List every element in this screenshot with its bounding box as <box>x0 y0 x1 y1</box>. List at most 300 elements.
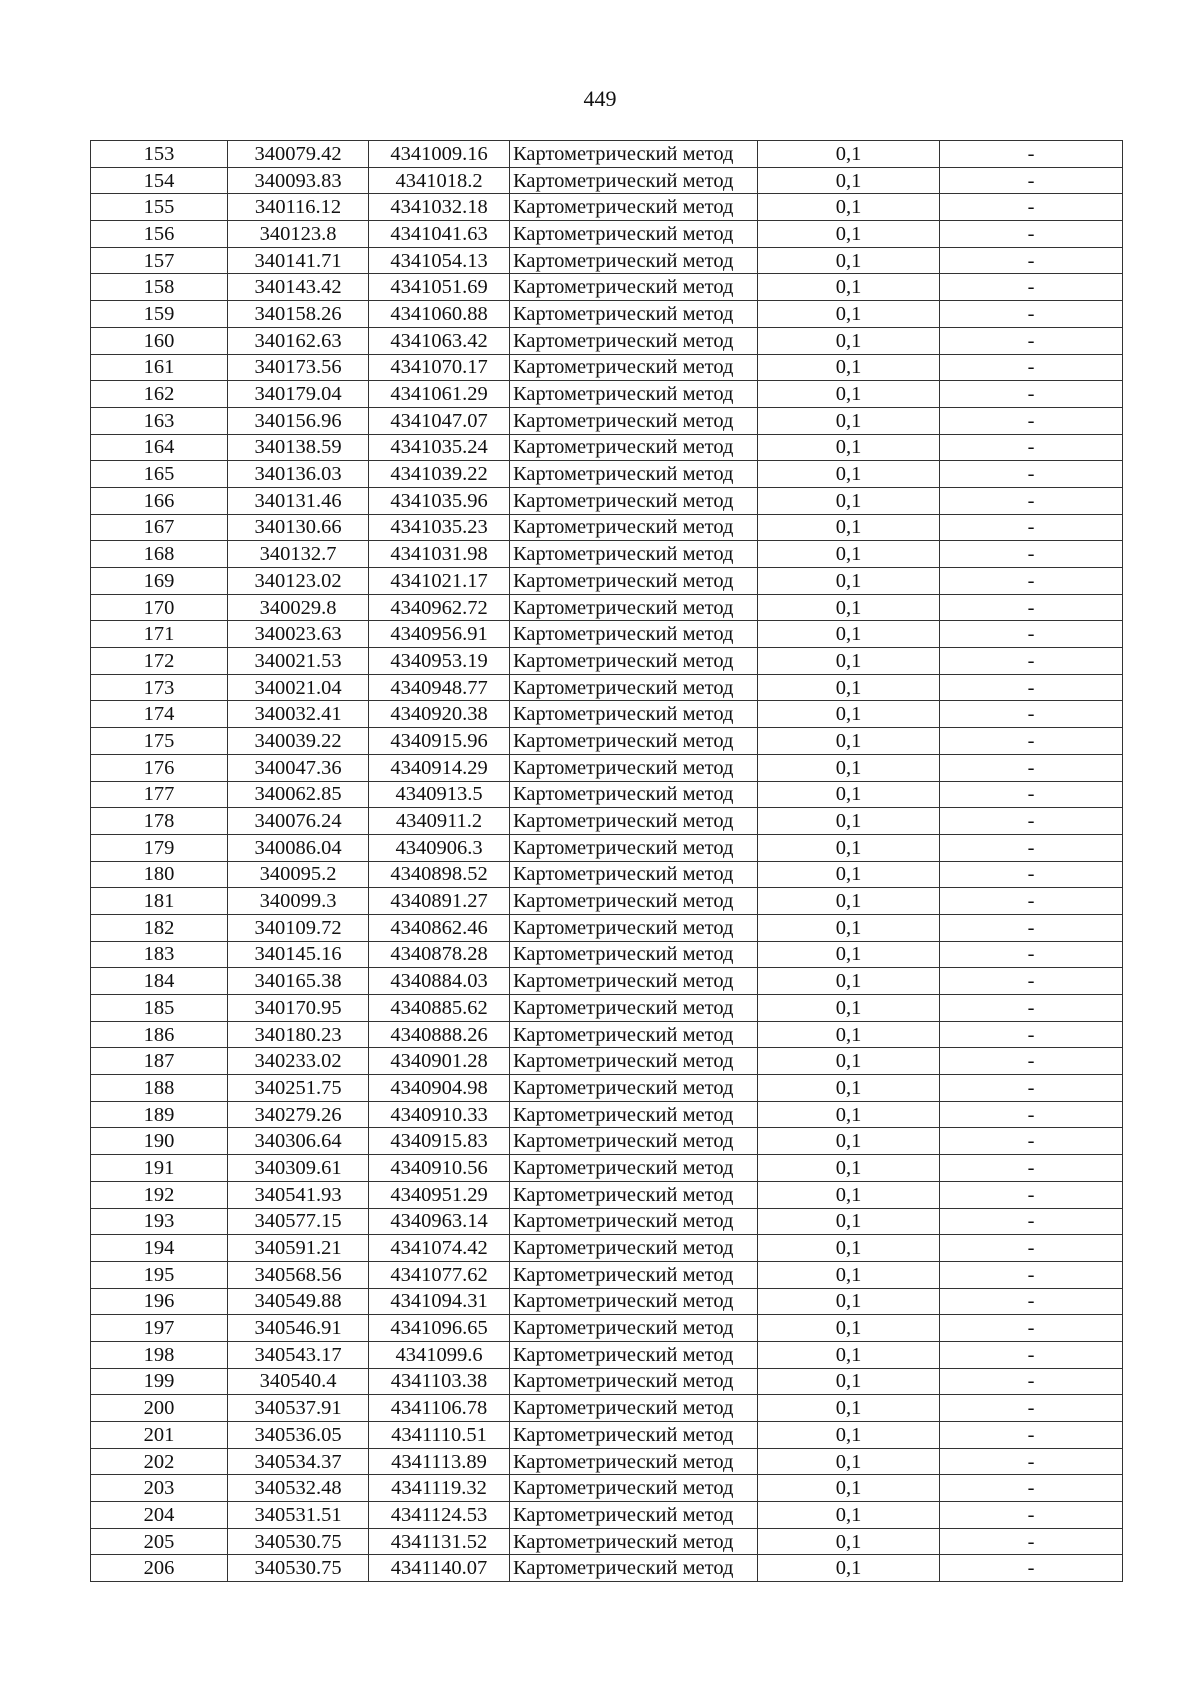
x-coordinate-cell: 340531.51 <box>228 1502 369 1529</box>
description-cell: - <box>940 728 1123 755</box>
x-coordinate-cell: 340123.02 <box>228 568 369 595</box>
table-row <box>91 1422 1123 1449</box>
x-coordinate-cell: 340537.91 <box>228 1395 369 1422</box>
table-row <box>91 461 1123 488</box>
method-cell: Картометрический метод <box>510 1448 758 1475</box>
accuracy-cell: 0,1 <box>758 1048 940 1075</box>
y-coordinate-cell: 4341099.6 <box>369 1341 510 1368</box>
point-number-cell: 166 <box>91 487 228 514</box>
point-number-cell: 157 <box>91 247 228 274</box>
x-coordinate-cell: 340132.7 <box>228 541 369 568</box>
point-number-cell: 192 <box>91 1181 228 1208</box>
y-coordinate-cell: 4341096.65 <box>369 1315 510 1342</box>
point-number-cell: 156 <box>91 221 228 248</box>
point-number-cell: 181 <box>91 888 228 915</box>
table-row <box>91 701 1123 728</box>
method-cell: Картометрический метод <box>510 194 758 221</box>
table-row <box>91 167 1123 194</box>
method-cell: Картометрический метод <box>510 861 758 888</box>
table-row <box>91 648 1123 675</box>
y-coordinate-cell: 4340914.29 <box>369 754 510 781</box>
table-row <box>91 754 1123 781</box>
y-coordinate-cell: 4341131.52 <box>369 1528 510 1555</box>
description-cell: - <box>940 1021 1123 1048</box>
table-row <box>91 568 1123 595</box>
table-row <box>91 1101 1123 1128</box>
x-coordinate-cell: 340173.56 <box>228 354 369 381</box>
x-coordinate-cell: 340309.61 <box>228 1155 369 1182</box>
accuracy-cell: 0,1 <box>758 995 940 1022</box>
method-cell: Картометрический метод <box>510 541 758 568</box>
table-row <box>91 914 1123 941</box>
accuracy-cell: 0,1 <box>758 648 940 675</box>
y-coordinate-cell: 4340904.98 <box>369 1075 510 1102</box>
accuracy-cell: 0,1 <box>758 1341 940 1368</box>
y-coordinate-cell: 4341106.78 <box>369 1395 510 1422</box>
x-coordinate-cell: 340591.21 <box>228 1235 369 1262</box>
accuracy-cell: 0,1 <box>758 1208 940 1235</box>
table-row <box>91 541 1123 568</box>
table-body <box>91 141 1123 1582</box>
table-row <box>91 1528 1123 1555</box>
accuracy-cell: 0,1 <box>758 514 940 541</box>
x-coordinate-cell: 340141.71 <box>228 247 369 274</box>
accuracy-cell: 0,1 <box>758 1128 940 1155</box>
accuracy-cell: 0,1 <box>758 1101 940 1128</box>
accuracy-cell: 0,1 <box>758 1315 940 1342</box>
accuracy-cell: 0,1 <box>758 701 940 728</box>
point-number-cell: 200 <box>91 1395 228 1422</box>
table-row <box>91 247 1123 274</box>
table-row <box>91 808 1123 835</box>
description-cell: - <box>940 1048 1123 1075</box>
accuracy-cell: 0,1 <box>758 1155 940 1182</box>
method-cell: Картометрический метод <box>510 648 758 675</box>
point-number-cell: 185 <box>91 995 228 1022</box>
accuracy-cell: 0,1 <box>758 1395 940 1422</box>
accuracy-cell: 0,1 <box>758 781 940 808</box>
y-coordinate-cell: 4341119.32 <box>369 1475 510 1502</box>
table-row <box>91 1021 1123 1048</box>
accuracy-cell: 0,1 <box>758 274 940 301</box>
point-number-cell: 197 <box>91 1315 228 1342</box>
x-coordinate-cell: 340546.91 <box>228 1315 369 1342</box>
description-cell: - <box>940 701 1123 728</box>
y-coordinate-cell: 4340951.29 <box>369 1181 510 1208</box>
description-cell: - <box>940 674 1123 701</box>
x-coordinate-cell: 340568.56 <box>228 1261 369 1288</box>
y-coordinate-cell: 4341061.29 <box>369 381 510 408</box>
description-cell: - <box>940 1341 1123 1368</box>
table-row <box>91 381 1123 408</box>
description-cell: - <box>940 995 1123 1022</box>
accuracy-cell: 0,1 <box>758 247 940 274</box>
accuracy-cell: 0,1 <box>758 354 940 381</box>
table-row <box>91 1128 1123 1155</box>
point-number-cell: 162 <box>91 381 228 408</box>
method-cell: Картометрический метод <box>510 728 758 755</box>
method-cell: Картометрический метод <box>510 167 758 194</box>
point-number-cell: 163 <box>91 407 228 434</box>
method-cell: Картометрический метод <box>510 941 758 968</box>
description-cell: - <box>940 914 1123 941</box>
accuracy-cell: 0,1 <box>758 461 940 488</box>
method-cell: Картометрический метод <box>510 1341 758 1368</box>
table-row <box>91 1155 1123 1182</box>
table-row <box>91 1208 1123 1235</box>
table-row <box>91 514 1123 541</box>
table-row <box>91 1368 1123 1395</box>
y-coordinate-cell: 4340862.46 <box>369 914 510 941</box>
method-cell: Картометрический метод <box>510 514 758 541</box>
x-coordinate-cell: 340251.75 <box>228 1075 369 1102</box>
point-number-cell: 158 <box>91 274 228 301</box>
accuracy-cell: 0,1 <box>758 327 940 354</box>
point-number-cell: 159 <box>91 301 228 328</box>
description-cell: - <box>940 1235 1123 1262</box>
table-row <box>91 1555 1123 1582</box>
method-cell: Картометрический метод <box>510 1261 758 1288</box>
description-cell: - <box>940 568 1123 595</box>
y-coordinate-cell: 4340948.77 <box>369 674 510 701</box>
x-coordinate-cell: 340095.2 <box>228 861 369 888</box>
method-cell: Картометрический метод <box>510 1368 758 1395</box>
point-number-cell: 155 <box>91 194 228 221</box>
x-coordinate-cell: 340032.41 <box>228 701 369 728</box>
point-number-cell: 164 <box>91 434 228 461</box>
y-coordinate-cell: 4341021.17 <box>369 568 510 595</box>
y-coordinate-cell: 4341124.53 <box>369 1502 510 1529</box>
description-cell: - <box>940 247 1123 274</box>
table-row <box>91 327 1123 354</box>
point-number-cell: 206 <box>91 1555 228 1582</box>
method-cell: Картометрический метод <box>510 968 758 995</box>
method-cell: Картометрический метод <box>510 1128 758 1155</box>
point-number-cell: 180 <box>91 861 228 888</box>
x-coordinate-cell: 340116.12 <box>228 194 369 221</box>
table-row <box>91 1502 1123 1529</box>
description-cell: - <box>940 354 1123 381</box>
x-coordinate-cell: 340233.02 <box>228 1048 369 1075</box>
x-coordinate-cell: 340131.46 <box>228 487 369 514</box>
point-number-cell: 154 <box>91 167 228 194</box>
method-cell: Картометрический метод <box>510 834 758 861</box>
x-coordinate-cell: 340143.42 <box>228 274 369 301</box>
method-cell: Картометрический метод <box>510 1395 758 1422</box>
description-cell: - <box>940 1288 1123 1315</box>
description-cell: - <box>940 141 1123 168</box>
table-row <box>91 674 1123 701</box>
y-coordinate-cell: 4341054.13 <box>369 247 510 274</box>
point-number-cell: 194 <box>91 1235 228 1262</box>
y-coordinate-cell: 4340915.96 <box>369 728 510 755</box>
table-row <box>91 781 1123 808</box>
description-cell: - <box>940 1075 1123 1102</box>
accuracy-cell: 0,1 <box>758 381 940 408</box>
y-coordinate-cell: 4340910.56 <box>369 1155 510 1182</box>
point-number-cell: 165 <box>91 461 228 488</box>
accuracy-cell: 0,1 <box>758 568 940 595</box>
x-coordinate-cell: 340023.63 <box>228 621 369 648</box>
method-cell: Картометрический метод <box>510 327 758 354</box>
x-coordinate-cell: 340021.53 <box>228 648 369 675</box>
table-row <box>91 407 1123 434</box>
point-number-cell: 190 <box>91 1128 228 1155</box>
x-coordinate-cell: 340021.04 <box>228 674 369 701</box>
point-number-cell: 193 <box>91 1208 228 1235</box>
point-number-cell: 191 <box>91 1155 228 1182</box>
description-cell: - <box>940 1181 1123 1208</box>
description-cell: - <box>940 1448 1123 1475</box>
method-cell: Картометрический метод <box>510 434 758 461</box>
x-coordinate-cell: 340541.93 <box>228 1181 369 1208</box>
method-cell: Картометрический метод <box>510 1075 758 1102</box>
description-cell: - <box>940 808 1123 835</box>
accuracy-cell: 0,1 <box>758 1288 940 1315</box>
y-coordinate-cell: 4341060.88 <box>369 301 510 328</box>
accuracy-cell: 0,1 <box>758 754 940 781</box>
method-cell: Картометрический метод <box>510 1555 758 1582</box>
method-cell: Картометрический метод <box>510 1422 758 1449</box>
y-coordinate-cell: 4341094.31 <box>369 1288 510 1315</box>
point-number-cell: 203 <box>91 1475 228 1502</box>
accuracy-cell: 0,1 <box>758 621 940 648</box>
x-coordinate-cell: 340534.37 <box>228 1448 369 1475</box>
y-coordinate-cell: 4341074.42 <box>369 1235 510 1262</box>
table-row <box>91 1181 1123 1208</box>
description-cell: - <box>940 1315 1123 1342</box>
x-coordinate-cell: 340099.3 <box>228 888 369 915</box>
y-coordinate-cell: 4341035.96 <box>369 487 510 514</box>
method-cell: Картометрический метод <box>510 1155 758 1182</box>
description-cell: - <box>940 648 1123 675</box>
table-row <box>91 621 1123 648</box>
table-row <box>91 1448 1123 1475</box>
point-number-cell: 174 <box>91 701 228 728</box>
table-row <box>91 274 1123 301</box>
x-coordinate-cell: 340109.72 <box>228 914 369 941</box>
point-number-cell: 189 <box>91 1101 228 1128</box>
x-coordinate-cell: 340540.4 <box>228 1368 369 1395</box>
point-number-cell: 188 <box>91 1075 228 1102</box>
description-cell: - <box>940 888 1123 915</box>
x-coordinate-cell: 340536.05 <box>228 1422 369 1449</box>
accuracy-cell: 0,1 <box>758 221 940 248</box>
method-cell: Картометрический метод <box>510 1181 758 1208</box>
accuracy-cell: 0,1 <box>758 594 940 621</box>
y-coordinate-cell: 4341077.62 <box>369 1261 510 1288</box>
method-cell: Картометрический метод <box>510 247 758 274</box>
x-coordinate-cell: 340130.66 <box>228 514 369 541</box>
accuracy-cell: 0,1 <box>758 968 940 995</box>
point-number-cell: 168 <box>91 541 228 568</box>
accuracy-cell: 0,1 <box>758 1368 940 1395</box>
y-coordinate-cell: 4340915.83 <box>369 1128 510 1155</box>
accuracy-cell: 0,1 <box>758 808 940 835</box>
accuracy-cell: 0,1 <box>758 407 940 434</box>
y-coordinate-cell: 4340898.52 <box>369 861 510 888</box>
method-cell: Картометрический метод <box>510 568 758 595</box>
description-cell: - <box>940 541 1123 568</box>
x-coordinate-cell: 340530.75 <box>228 1555 369 1582</box>
method-cell: Картометрический метод <box>510 381 758 408</box>
x-coordinate-cell: 340532.48 <box>228 1475 369 1502</box>
table-row <box>91 941 1123 968</box>
x-coordinate-cell: 340138.59 <box>228 434 369 461</box>
description-cell: - <box>940 274 1123 301</box>
point-number-cell: 202 <box>91 1448 228 1475</box>
table-row <box>91 221 1123 248</box>
point-number-cell: 179 <box>91 834 228 861</box>
description-cell: - <box>940 861 1123 888</box>
point-number-cell: 198 <box>91 1341 228 1368</box>
method-cell: Картометрический метод <box>510 701 758 728</box>
method-cell: Картометрический метод <box>510 674 758 701</box>
y-coordinate-cell: 4340953.19 <box>369 648 510 675</box>
x-coordinate-cell: 340123.8 <box>228 221 369 248</box>
description-cell: - <box>940 1261 1123 1288</box>
table-row <box>91 1475 1123 1502</box>
x-coordinate-cell: 340086.04 <box>228 834 369 861</box>
x-coordinate-cell: 340039.22 <box>228 728 369 755</box>
description-cell: - <box>940 1475 1123 1502</box>
table-row <box>91 834 1123 861</box>
table-row <box>91 1235 1123 1262</box>
description-cell: - <box>940 1502 1123 1529</box>
accuracy-cell: 0,1 <box>758 167 940 194</box>
accuracy-cell: 0,1 <box>758 941 940 968</box>
description-cell: - <box>940 327 1123 354</box>
accuracy-cell: 0,1 <box>758 888 940 915</box>
y-coordinate-cell: 4341035.24 <box>369 434 510 461</box>
page-number: 449 <box>583 86 617 111</box>
y-coordinate-cell: 4340878.28 <box>369 941 510 968</box>
point-number-cell: 205 <box>91 1528 228 1555</box>
point-number-cell: 173 <box>91 674 228 701</box>
x-coordinate-cell: 340029.8 <box>228 594 369 621</box>
table-row <box>91 861 1123 888</box>
table-row <box>91 888 1123 915</box>
method-cell: Картометрический метод <box>510 1208 758 1235</box>
method-cell: Картометрический метод <box>510 354 758 381</box>
point-number-cell: 178 <box>91 808 228 835</box>
x-coordinate-cell: 340543.17 <box>228 1341 369 1368</box>
x-coordinate-cell: 340145.16 <box>228 941 369 968</box>
y-coordinate-cell: 4340913.5 <box>369 781 510 808</box>
method-cell: Картометрический метод <box>510 995 758 1022</box>
accuracy-cell: 0,1 <box>758 1422 940 1449</box>
y-coordinate-cell: 4340920.38 <box>369 701 510 728</box>
description-cell: - <box>940 941 1123 968</box>
method-cell: Картометрический метод <box>510 1235 758 1262</box>
y-coordinate-cell: 4341051.69 <box>369 274 510 301</box>
description-cell: - <box>940 434 1123 461</box>
description-cell: - <box>940 621 1123 648</box>
description-cell: - <box>940 194 1123 221</box>
y-coordinate-cell: 4340884.03 <box>369 968 510 995</box>
accuracy-cell: 0,1 <box>758 1555 940 1582</box>
table-row <box>91 1288 1123 1315</box>
method-cell: Картометрический метод <box>510 141 758 168</box>
accuracy-cell: 0,1 <box>758 1181 940 1208</box>
accuracy-cell: 0,1 <box>758 728 940 755</box>
description-cell: - <box>940 1395 1123 1422</box>
method-cell: Картометрический метод <box>510 1475 758 1502</box>
description-cell: - <box>940 167 1123 194</box>
description-cell: - <box>940 781 1123 808</box>
y-coordinate-cell: 4340906.3 <box>369 834 510 861</box>
point-number-cell: 176 <box>91 754 228 781</box>
point-number-cell: 204 <box>91 1502 228 1529</box>
description-cell: - <box>940 834 1123 861</box>
point-number-cell: 169 <box>91 568 228 595</box>
point-number-cell: 171 <box>91 621 228 648</box>
point-number-cell: 187 <box>91 1048 228 1075</box>
accuracy-cell: 0,1 <box>758 834 940 861</box>
y-coordinate-cell: 4341103.38 <box>369 1368 510 1395</box>
y-coordinate-cell: 4340885.62 <box>369 995 510 1022</box>
point-number-cell: 201 <box>91 1422 228 1449</box>
description-cell: - <box>940 1101 1123 1128</box>
x-coordinate-cell: 340158.26 <box>228 301 369 328</box>
method-cell: Картометрический метод <box>510 221 758 248</box>
table-row <box>91 194 1123 221</box>
method-cell: Картометрический метод <box>510 1288 758 1315</box>
accuracy-cell: 0,1 <box>758 1075 940 1102</box>
method-cell: Картометрический метод <box>510 594 758 621</box>
accuracy-cell: 0,1 <box>758 1021 940 1048</box>
description-cell: - <box>940 221 1123 248</box>
y-coordinate-cell: 4341140.07 <box>369 1555 510 1582</box>
description-cell: - <box>940 1422 1123 1449</box>
table-row <box>91 728 1123 755</box>
method-cell: Картометрический метод <box>510 301 758 328</box>
y-coordinate-cell: 4340911.2 <box>369 808 510 835</box>
method-cell: Картометрический метод <box>510 1315 758 1342</box>
table-row <box>91 995 1123 1022</box>
y-coordinate-cell: 4341018.2 <box>369 167 510 194</box>
method-cell: Картометрический метод <box>510 1528 758 1555</box>
x-coordinate-cell: 340076.24 <box>228 808 369 835</box>
point-number-cell: 186 <box>91 1021 228 1048</box>
description-cell: - <box>940 301 1123 328</box>
point-number-cell: 167 <box>91 514 228 541</box>
description-cell: - <box>940 754 1123 781</box>
description-cell: - <box>940 487 1123 514</box>
point-number-cell: 183 <box>91 941 228 968</box>
accuracy-cell: 0,1 <box>758 434 940 461</box>
table-row <box>91 594 1123 621</box>
x-coordinate-cell: 340165.38 <box>228 968 369 995</box>
point-number-cell: 161 <box>91 354 228 381</box>
table-row <box>91 434 1123 461</box>
accuracy-cell: 0,1 <box>758 141 940 168</box>
point-number-cell: 177 <box>91 781 228 808</box>
table-row <box>91 1315 1123 1342</box>
x-coordinate-cell: 340306.64 <box>228 1128 369 1155</box>
accuracy-cell: 0,1 <box>758 541 940 568</box>
method-cell: Картометрический метод <box>510 274 758 301</box>
x-coordinate-cell: 340179.04 <box>228 381 369 408</box>
method-cell: Картометрический метод <box>510 754 758 781</box>
point-number-cell: 182 <box>91 914 228 941</box>
accuracy-cell: 0,1 <box>758 1502 940 1529</box>
table-row <box>91 1341 1123 1368</box>
description-cell: - <box>940 1528 1123 1555</box>
x-coordinate-cell: 340180.23 <box>228 1021 369 1048</box>
y-coordinate-cell: 4341041.63 <box>369 221 510 248</box>
description-cell: - <box>940 1128 1123 1155</box>
